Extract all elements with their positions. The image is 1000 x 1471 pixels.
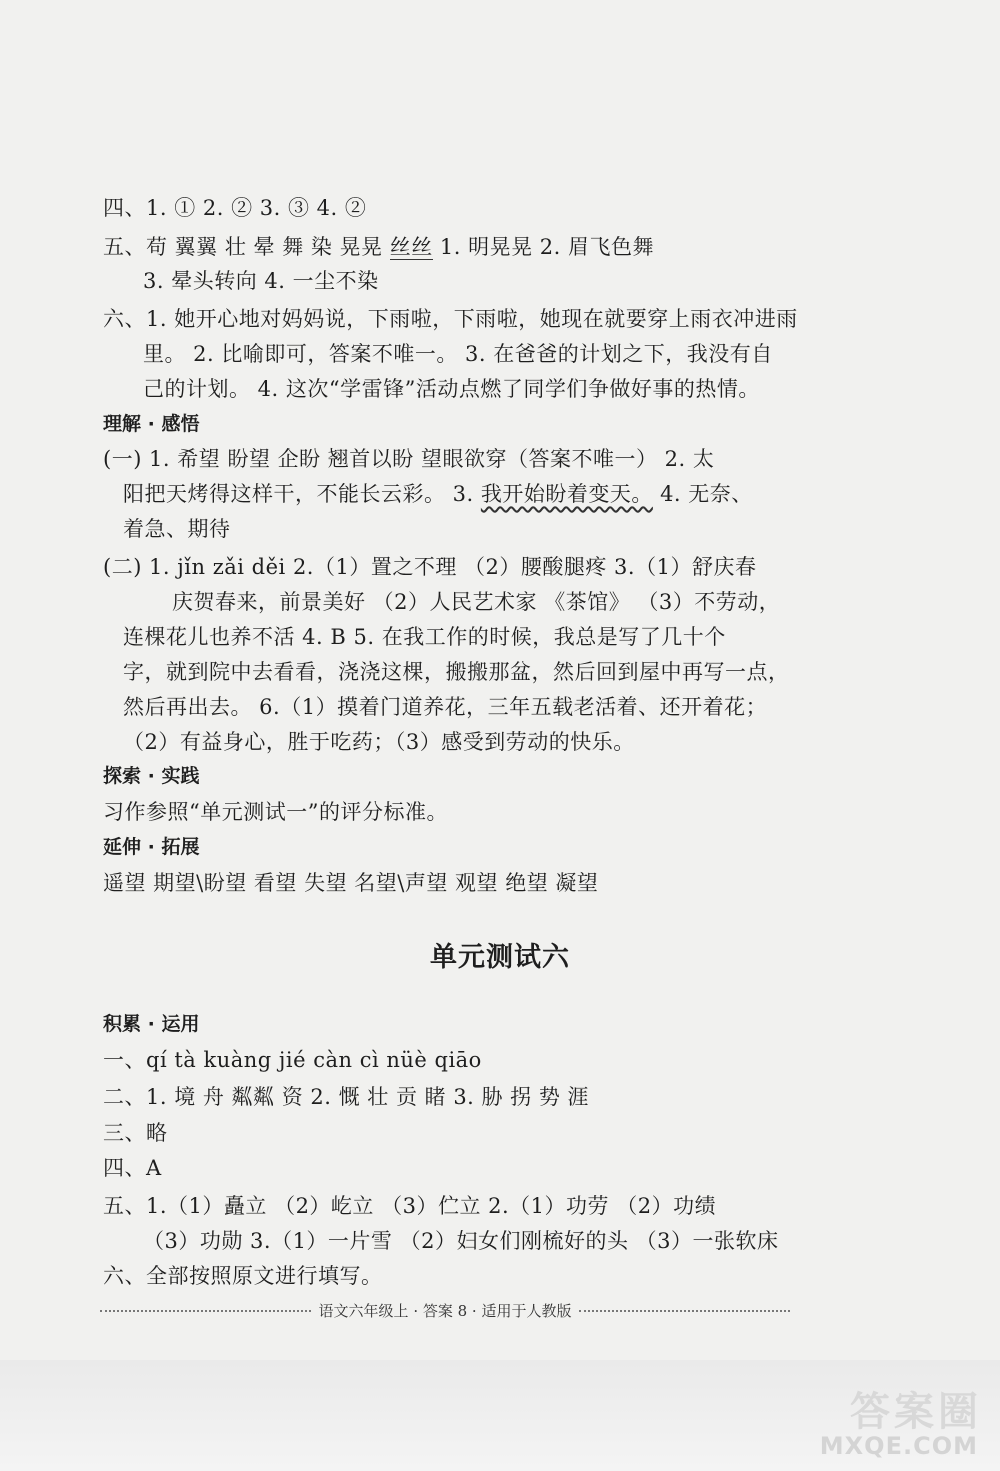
answer-line-er-cont: （2）有益身心，胜于吃药；（3）感受到劳动的快乐。 [123,730,635,754]
footer-dotted-rule [579,1310,790,1312]
answer-line-yi-cont [123,479,753,509]
answer-line-er-cont: 连棵花儿也养不活 4. B 5. 在我工作的时候，我总是写了几十个 [123,625,726,649]
answer-line-er-cont: 庆贺春来，前景美好 （2）人民艺术家 《茶馆》 （3）不劳动， [172,590,781,614]
answer-line-u6-yi: 一、qí tà kuàng jié càn cì nüè qiāo [103,1048,482,1072]
section-heading-lijie: 理解 · 感悟 [103,413,200,435]
answer-line-liu: 六、1. 她开心地对妈妈说，下雨啦，下雨啦，她现在就要穿上雨衣冲进雨 [103,307,798,331]
answer-line-er-cont: 字，就到院中去看看，浇浇这棵，搬搬那盆，然后回到屋中再写一点， [123,660,790,684]
section-heading-jilei: 积累 · 运用 [103,1013,200,1035]
wavy-underlined-text: 我开始盼着变天。 [480,482,653,506]
answer-line-yi: (一) 1. 希望 盼望 企盼 翘首以盼 望眼欲穿（答案不唯一） 2. 太 [103,447,715,471]
answer-line-wu [103,232,654,262]
answer-line-yi-cont: 着急、期待 [123,517,231,541]
section-heading-yanshen: 延伸 · 拓展 [103,836,200,858]
unit-title: 单元测试六 [430,942,570,973]
watermark-logo: 答案圈 [850,1389,982,1435]
answer-text: 五、苟 翼翼 壮 晕 舞 染 晃晃 [103,235,390,259]
footer-text: 语文六年级上 · 答案 8 · 适用于人教版 [318,1302,572,1320]
answer-line-u6-wu-cont: （3）功勋 3.（1）一片雪 （2）妇女们刚梳好的头 （3）一张软床 [143,1229,779,1253]
footer-dotted-rule [100,1310,311,1312]
page-footer [100,1300,790,1321]
answer-line-u6-liu: 六、全部按照原文进行填写。 [103,1264,383,1288]
answer-line-wu-cont: 3. 晕头转向 4. 一尘不染 [143,269,379,293]
underlined-text: 丝丝 [389,235,433,259]
answer-line-si: 四、1. ① 2. ② 3. ③ 4. ② [103,196,367,220]
answer-line-tansuo: 习作参照“单元测试一”的评分标准。 [103,800,448,824]
answer-line-u6-san: 三、略 [103,1121,168,1145]
answer-text: 阳把天烤得这样干，不能长云彩。 3. [123,482,481,506]
answer-line-liu-cont: 里。 2. 比喻即可，答案不唯一。 3. 在爸爸的计划之下，我没有自 [143,342,773,366]
answer-line-er: (二) 1. jǐn zǎi děi 2.（1）置之不理 （2）腰酸腿疼 3.（1）舒庆春 [103,555,757,579]
watermark-url: MXQE.COM [819,1432,978,1460]
answer-line-yanshen: 遥望 期望\盼望 看望 失望 名望\声望 观望 绝望 凝望 [103,871,599,895]
section-heading-tansuo: 探索 · 实践 [103,765,200,787]
answer-line-u6-si: 四、A [103,1156,162,1180]
watermark [792,1380,982,1465]
answer-line-u6-er: 二、1. 境 舟 粼粼 资 2. 慨 壮 贡 睹 3. 胁 拐 势 涯 [103,1085,590,1109]
answer-text: 1. 明晃晃 2. 眉飞色舞 [432,235,655,259]
answer-line-liu-cont: 己的计划。 4. 这次“学雷锋”活动点燃了同学们争做好事的热情。 [143,377,760,401]
answer-line-er-cont: 然后再出去。 6.（1）摸着门道养花，三年五载老活着、还开着花； [123,695,768,719]
answer-text: 4. 无奈、 [652,482,753,506]
answer-line-u6-wu: 五、1.（1）矗立 （2）屹立 （3）伫立 2.（1）功劳 （2）功绩 [103,1194,717,1218]
